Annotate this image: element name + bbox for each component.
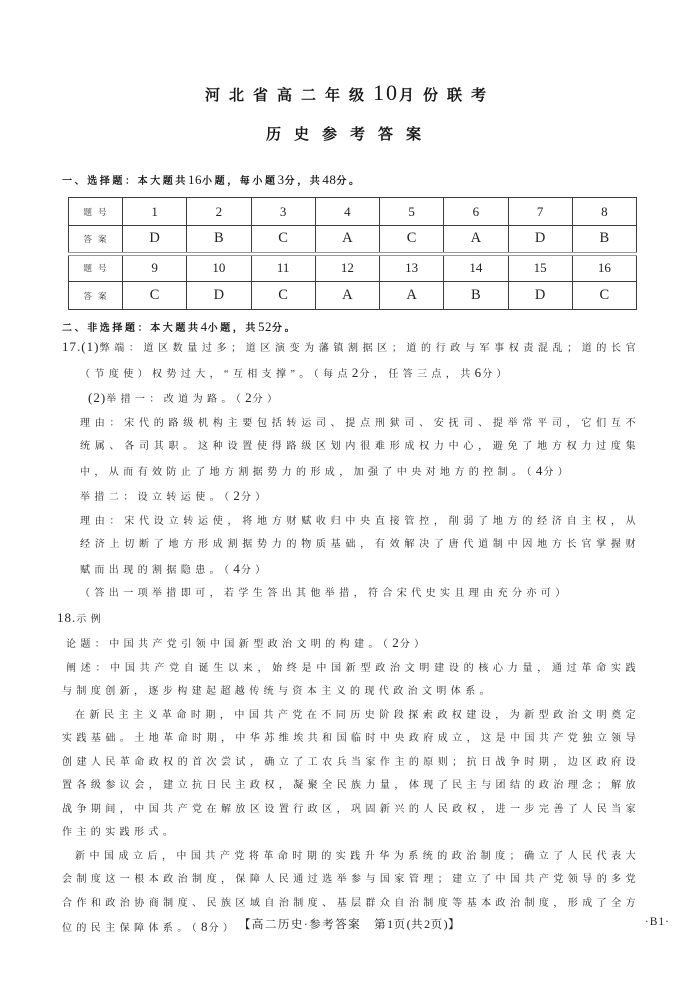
serif-numeral: 1 bbox=[387, 917, 394, 931]
question-17-answer bbox=[0, 335, 700, 606]
serif-numeral: 4 bbox=[233, 560, 241, 576]
answer-paragraph: 新中国成立后，中国共产党将革命时期的实践升华为系统的政治制度；确立了人民代表大会制度这一根本政治制度，保障人民通过选举参与国家管理；建立了中国共产党领导的多党合作和政治协商制度、民族区域自治制度、基层群众自治制度等基本政治制度，形成了全方位的民主保障体系。（8分） bbox=[62, 850, 640, 934]
answer-paragraph: (2)举措一：改道为路。（2分） bbox=[88, 390, 282, 405]
serif-numeral: B1 bbox=[649, 916, 666, 928]
serif-numeral: 2 bbox=[245, 390, 253, 405]
serif-numeral: 3 bbox=[277, 172, 285, 187]
serif-numeral: 2 bbox=[351, 364, 360, 380]
answer-table-row bbox=[69, 226, 637, 254]
answer-letter-cell: D bbox=[508, 282, 572, 310]
answer-letter-cell: A bbox=[315, 226, 379, 254]
question-number-cell: 12 bbox=[315, 254, 379, 282]
answer-letter-cell: A bbox=[380, 282, 444, 310]
serif-numeral: 4 bbox=[535, 462, 544, 478]
question-number-cell: 11 bbox=[251, 254, 315, 282]
answer-paragraph: （答出一项举措即可，若学生答出其他举措，符合宋代史实且理由充分亦可） bbox=[80, 588, 570, 599]
question-number-cell: 10 bbox=[187, 254, 251, 282]
serif-numeral: ) bbox=[443, 917, 449, 931]
question-number-cell: 3 bbox=[251, 198, 315, 226]
serif-numeral: 16 bbox=[188, 172, 202, 187]
answer-letter-cell: B bbox=[444, 282, 508, 310]
serif-numeral: 4 bbox=[200, 319, 208, 334]
question-number-cell: 5 bbox=[380, 198, 444, 226]
serif-numeral: 6 bbox=[474, 364, 483, 380]
question-number-cell: 7 bbox=[508, 198, 572, 226]
page-title: 河北省高二年级10月份联考 bbox=[204, 80, 496, 105]
question-number-cell: 4 bbox=[315, 198, 379, 226]
answer-table bbox=[68, 197, 637, 310]
answer-paragraph: 举措二：设立转运使。（2分） bbox=[80, 488, 270, 503]
answer-table-row bbox=[69, 198, 637, 226]
question-number-cell: 16 bbox=[572, 254, 636, 282]
answer-letter-cell: D bbox=[187, 282, 251, 310]
serif-numeral: 2 bbox=[424, 917, 431, 931]
serif-numeral: 18. bbox=[57, 609, 77, 625]
serif-numeral: 17.(1) bbox=[62, 339, 100, 354]
question-number-cell: 15 bbox=[508, 254, 572, 282]
answer-letter-cell: D bbox=[508, 226, 572, 254]
row-label-cell: 题号 bbox=[69, 254, 123, 282]
serif-numeral: 48 bbox=[322, 172, 337, 187]
footer-page-info: 【高二历史·参考答案 第1页(共2页)】 bbox=[238, 917, 462, 931]
section-2-heading: 二、非选择题：本大题共4小题，共52分。 bbox=[62, 319, 298, 334]
answer-paragraph: 17.(1)弊端：道区数量过多；道区演变为藩镇割据区；道的行政与军事权责混乱；道的长官（节度使）权势过大，“互相支撑”。（每点2分，任答三点，共6分） bbox=[62, 339, 640, 380]
serif-numeral: 8 bbox=[201, 919, 209, 934]
answer-paragraph: 18.示例 bbox=[57, 609, 106, 625]
question-18-answer bbox=[0, 606, 700, 941]
answer-paragraph: 理由：宋代设立转运使，将地方财赋收归中央直接管控，削弱了地方的经济自主权，从经济上切断了地方形成割据势力的物质基础，有效解决了唐代道制中因地方长官掌握财赋而出现的割据隐患。（4分） bbox=[80, 515, 640, 576]
serif-numeral: 10 bbox=[373, 80, 399, 105]
row-label-cell: 题号 bbox=[69, 198, 123, 226]
serif-numeral: 2 bbox=[392, 635, 400, 650]
answer-paragraph: 论题：中国共产党引领中国新型政治文明的构建。（2分） bbox=[66, 635, 429, 650]
serif-numeral: 2 bbox=[233, 488, 241, 503]
question-number-cell: 2 bbox=[187, 198, 251, 226]
answer-letter-cell: C bbox=[380, 226, 444, 254]
question-number-cell: 1 bbox=[123, 198, 187, 226]
answer-letter-cell: C bbox=[251, 282, 315, 310]
page-subtitle: 历史参考答案 bbox=[265, 127, 434, 143]
row-label-cell: 答案 bbox=[69, 282, 123, 310]
answer-paragraph: 阐述：中国共产党自诞生以来，始终是中国新型政治文明建设的核心力量，通过革命实践与制度创新，逐步构建起超越传统与资本主义的现代政治文明体系。 bbox=[62, 662, 640, 697]
serif-numeral: ( bbox=[406, 917, 412, 931]
answer-letter-cell: C bbox=[572, 282, 636, 310]
footer-code: ·B1· bbox=[644, 916, 670, 928]
answer-table-row bbox=[69, 282, 637, 310]
answer-letter-cell: C bbox=[251, 226, 315, 254]
section-1-heading: 一、选择题：本大题共16小题，每小题3分，共48分。 bbox=[62, 172, 362, 187]
serif-numeral: 52 bbox=[258, 319, 273, 334]
answer-letter-cell: D bbox=[123, 226, 187, 254]
answer-letter-cell: C bbox=[123, 282, 187, 310]
answer-paragraph: 在新民主主义革命时期，中国共产党在不同历史阶段探索政权建设，为新型政治文明奠定实践基础。土地革命时期，中华苏维埃共和国临时中央政府成立，这是中国共产党独立领导创建人民革命政权的首次尝试，确立了工农兵当家作主的原则；抗日战争时期，边区政府设置各级参议会，建立抗日民主政权，凝聚全民族力量，体现了民主与团结的政治理念；解放战争期间，中国共产党在解放区设置行政区，巩固新兴的人民政权，进一步完善了人民当家作主的实践形式。 bbox=[62, 709, 640, 838]
question-number-cell: 9 bbox=[123, 254, 187, 282]
answer-letter-cell: A bbox=[444, 226, 508, 254]
question-number-cell: 8 bbox=[572, 198, 636, 226]
answer-table-row bbox=[69, 254, 637, 282]
row-label-cell: 答案 bbox=[69, 226, 123, 254]
serif-numeral: (2) bbox=[88, 390, 107, 405]
answer-letter-cell: B bbox=[187, 226, 251, 254]
question-number-cell: 6 bbox=[444, 198, 508, 226]
answer-letter-cell: B bbox=[572, 226, 636, 254]
answer-letter-cell: A bbox=[315, 282, 379, 310]
answer-paragraph: 理由：宋代的路级机构主要包括转运司、提点刑狱司、安抚司、提举常平司，它们互不统属、各司其职。这种设置使得路级区划内很难形成权力中心，避免了地方权力过度集中，从而有效防止了地方割据势力的形成，加强了中央对地方的控制。（4分） bbox=[80, 417, 640, 478]
answer-table-body bbox=[69, 198, 637, 310]
question-number-cell: 13 bbox=[380, 254, 444, 282]
question-number-cell: 14 bbox=[444, 254, 508, 282]
